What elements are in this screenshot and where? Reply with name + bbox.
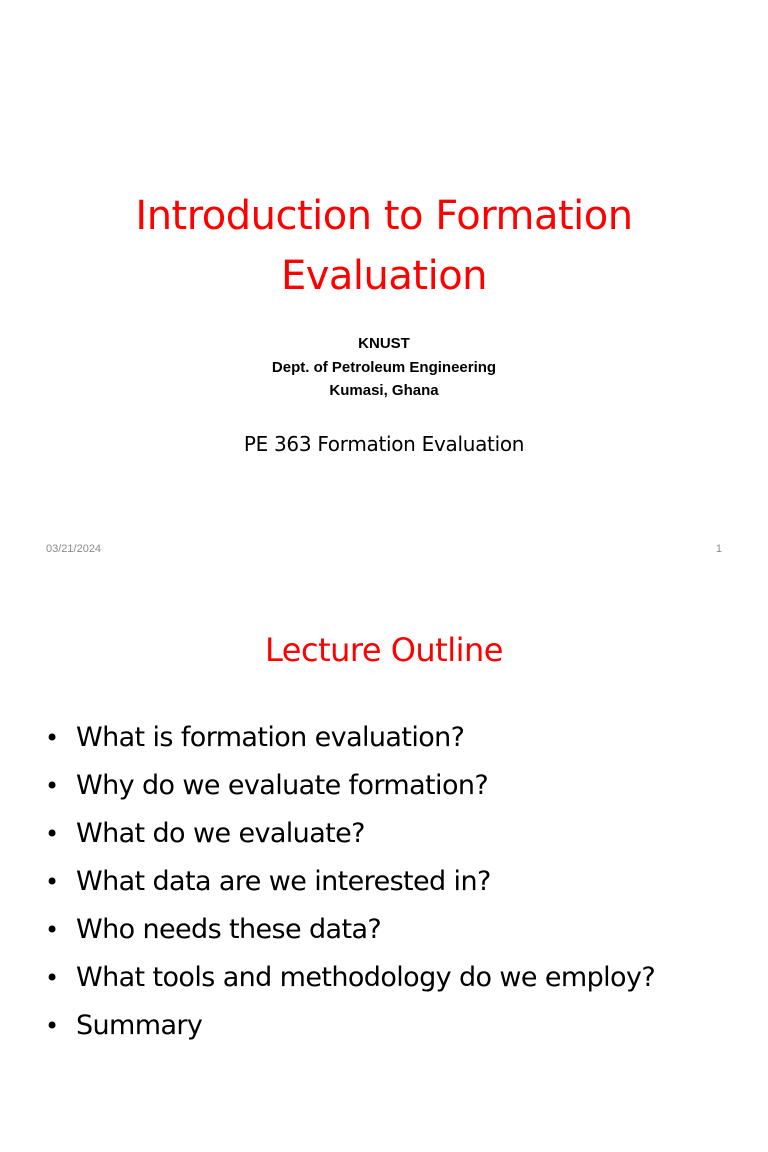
list-item-text: Summary (76, 1010, 203, 1041)
slide-title-line-1: Introduction to Formation (135, 193, 633, 239)
list-item-text: Why do we evaluate formation? (76, 770, 489, 801)
location-text: Kumasi, Ghana (329, 382, 439, 399)
bullet-icon: • (45, 820, 59, 848)
list-item-text: What tools and methodology do we employ? (76, 962, 656, 993)
list-item-text: Who needs these data? (76, 914, 382, 945)
institution-block (40, 332, 728, 403)
course-title: PE 363 Formation Evaluation (243, 432, 525, 456)
slide-2 (0, 576, 768, 1152)
list-item-text: What is formation evaluation? (76, 722, 465, 753)
department-name: Dept. of Petroleum Engineering (271, 358, 497, 376)
list-item (40, 714, 655, 762)
list-item (40, 906, 655, 954)
slide-footer-date: 03/21/2024 (46, 543, 102, 555)
list-item (40, 858, 655, 906)
slide-page-number: 1 (715, 543, 722, 555)
outline-bullet-list (40, 714, 655, 1050)
list-item (40, 762, 655, 810)
list-item (40, 1002, 655, 1050)
bullet-icon: • (45, 1012, 59, 1040)
list-item-text: What do we evaluate? (76, 818, 365, 849)
list-item (40, 810, 655, 858)
bullet-icon: • (45, 724, 59, 752)
outline-title: Lecture Outline (265, 631, 503, 669)
bullet-icon: • (45, 868, 59, 896)
bullet-icon: • (45, 916, 59, 944)
slide-title-line-2: Evaluation (280, 253, 488, 299)
bullet-icon: • (45, 964, 59, 992)
slide-title (40, 186, 728, 306)
list-item-text: What data are we interested in? (76, 866, 491, 897)
bullet-icon: • (45, 772, 59, 800)
institution-name: KNUST (358, 335, 410, 352)
list-item (40, 954, 655, 1002)
